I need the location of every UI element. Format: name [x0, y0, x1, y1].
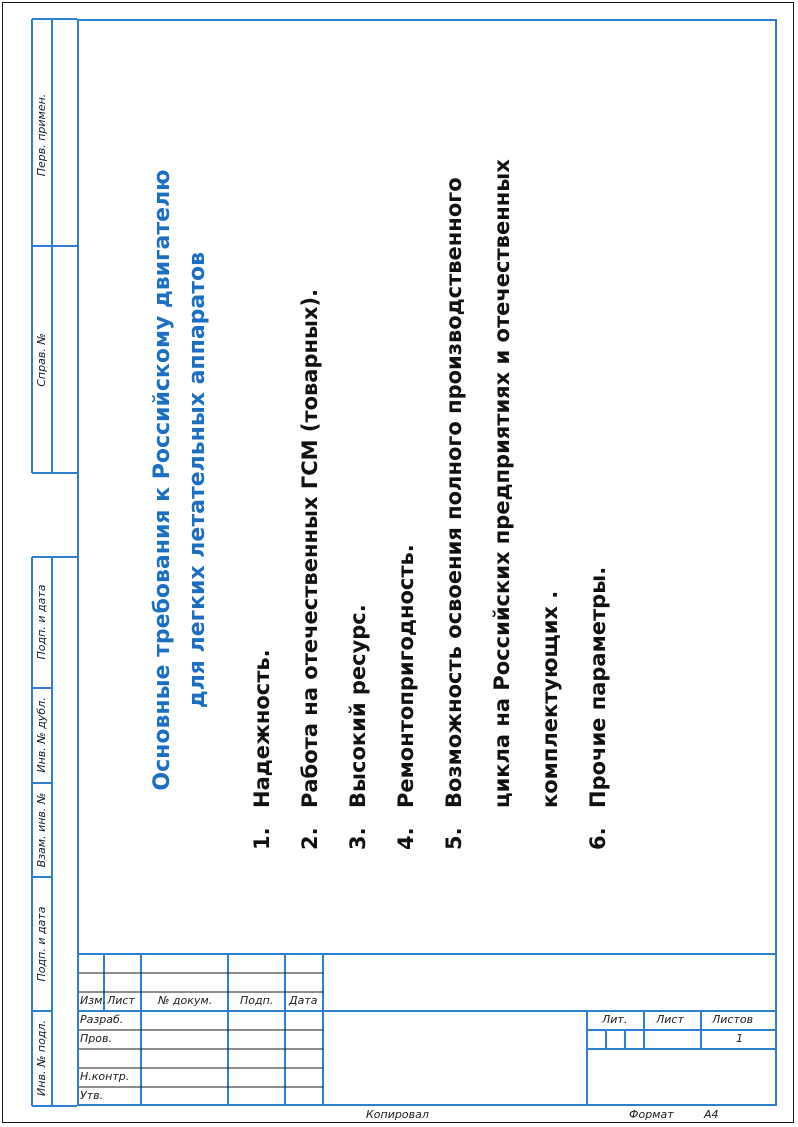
footer-format: Формат — [629, 1108, 674, 1121]
stamp-utv: Утв. — [80, 1089, 104, 1102]
stamp-n-dokum: № докум. — [158, 994, 213, 1007]
label-podp-data-1: Подп. и дата — [35, 584, 48, 660]
item-text: Высокий ресурс. — [346, 604, 370, 808]
item-number: 6. — [586, 827, 610, 850]
stamp-list-header: Лист — [656, 1013, 684, 1026]
stamp-listov-value: 1 — [736, 1032, 743, 1045]
stamp-listov: Листов — [712, 1013, 754, 1026]
item-number: 2. — [298, 827, 322, 850]
stamp-izm: Изм. — [80, 994, 106, 1007]
label-inv-podl: Инв. № подл. — [35, 1020, 48, 1096]
list-item — [430, 110, 574, 850]
stamp-prov: Пров. — [80, 1032, 112, 1045]
document-title — [145, 110, 215, 850]
stamp-list: Лист — [107, 994, 135, 1007]
list-item — [238, 110, 286, 850]
list-item — [574, 110, 622, 850]
footer-kopiroval: Копировал — [366, 1108, 429, 1121]
label-podp-data-2: Подп. и дата — [35, 906, 48, 982]
stamp-data: Дата — [289, 994, 318, 1007]
requirements-list — [238, 110, 622, 850]
list-item — [286, 110, 334, 850]
stamp-n-kontr: Н.контр. — [80, 1070, 130, 1083]
label-sprav-no: Справ. № — [35, 333, 48, 387]
item-text: Возможность освоения полного производственного цикла на Российских предприятиях и отечественных комплектующих . — [442, 159, 562, 808]
list-item — [334, 110, 382, 850]
item-text: Работа на отечественных ГСМ (товарных). — [298, 288, 322, 808]
title-line-1: Основные требования к Российскому двигателю — [150, 169, 175, 791]
item-number: 4. — [394, 827, 418, 850]
stamp-razrab: Разраб. — [80, 1013, 124, 1026]
item-text: Надежность. — [250, 649, 274, 808]
item-text: Прочие параметры. — [586, 566, 610, 808]
item-number: 3. — [346, 827, 370, 850]
stamp-lit: Лит. — [602, 1013, 628, 1026]
label-inv-dubl: Инв. № дубл. — [35, 697, 48, 773]
footer-format-value: А4 — [704, 1108, 719, 1121]
label-vzam-inv: Взам. инв. № — [35, 792, 48, 868]
document-content — [145, 100, 705, 860]
item-number: 1. — [250, 827, 274, 850]
item-text: Ремонтопригодность. — [394, 544, 418, 808]
stamp-podp: Подп. — [240, 994, 274, 1007]
item-number: 5. — [442, 827, 466, 850]
label-perv-primen: Перв. примен. — [35, 93, 48, 177]
title-line-2: для легких летательных аппаратов — [185, 251, 210, 709]
list-item — [382, 110, 430, 850]
